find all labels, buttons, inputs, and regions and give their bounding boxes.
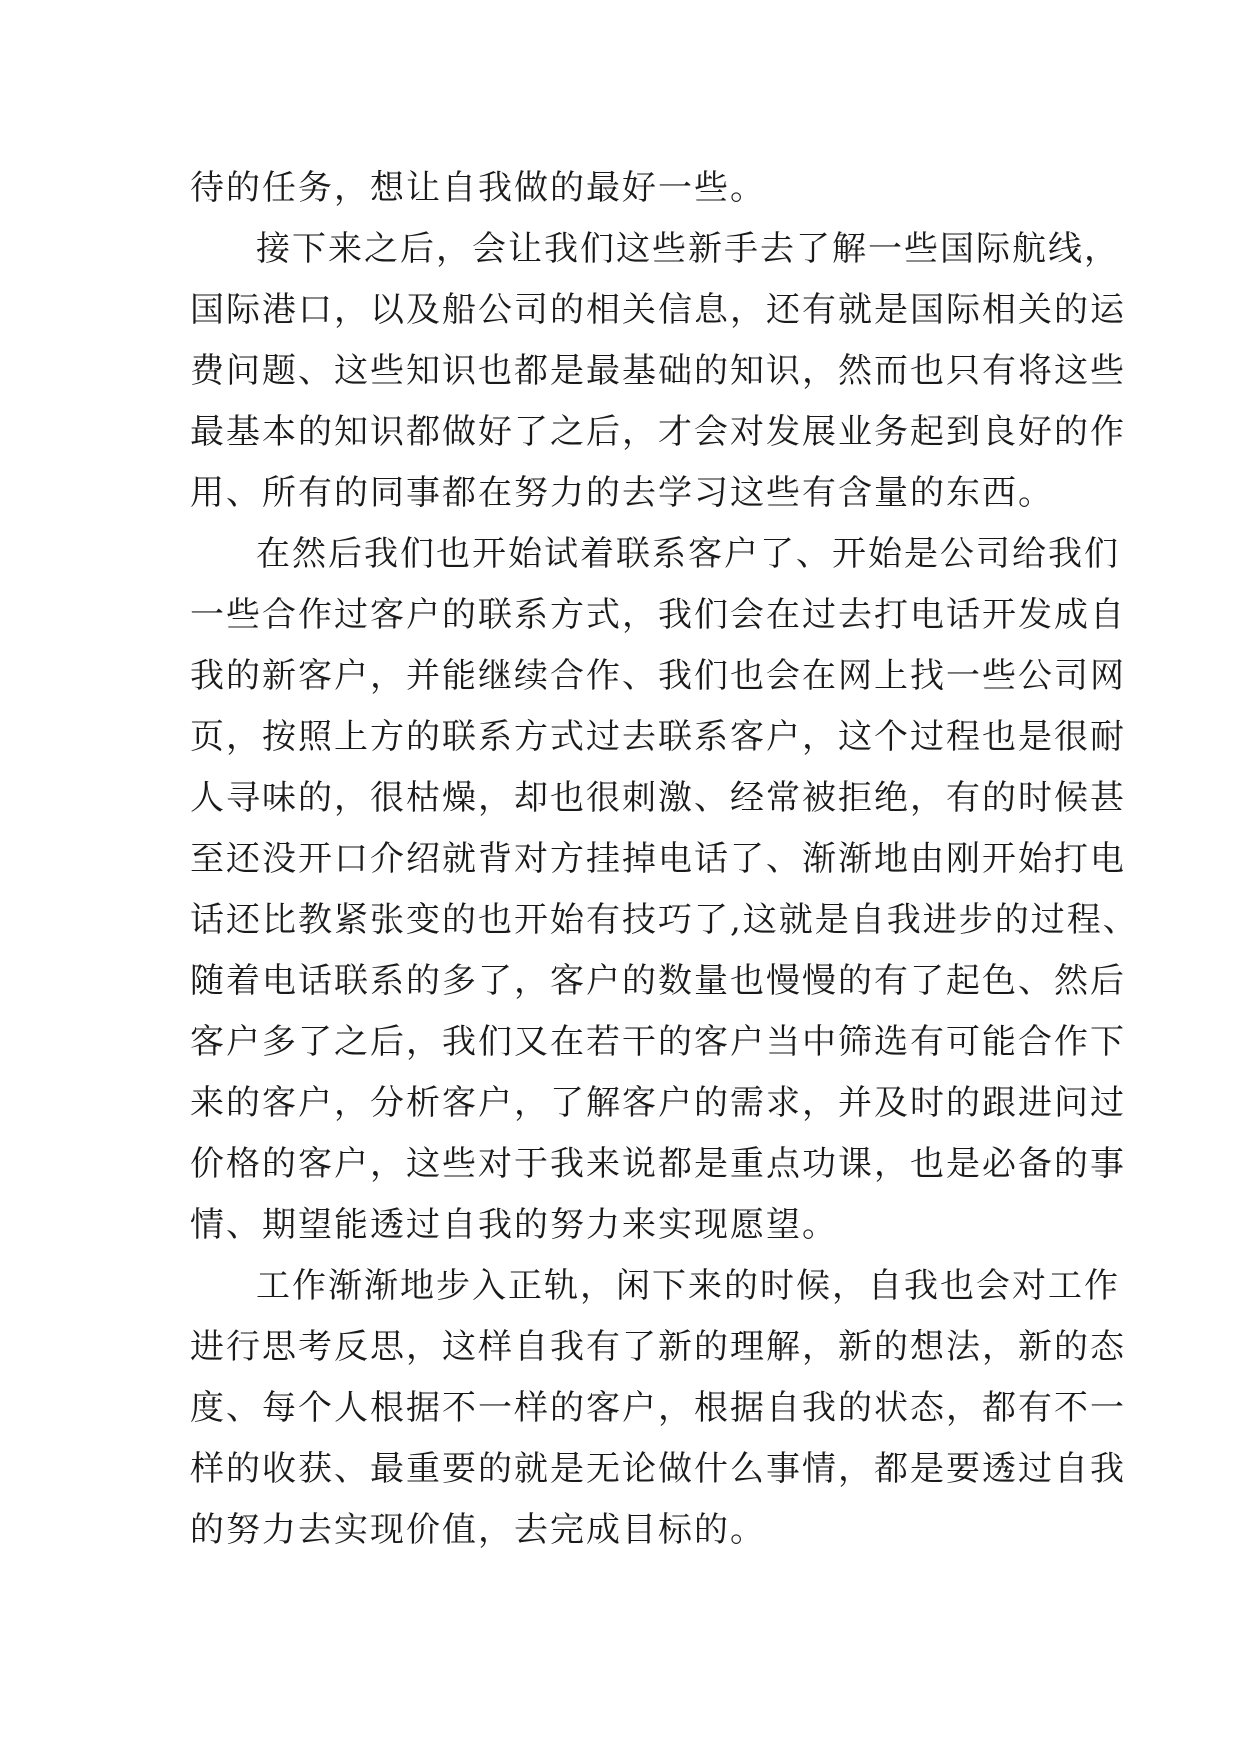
text-line: 费问题、这些知识也都是最基础的知识，然而也只有将这些	[190, 351, 1126, 391]
text-line: 随着电话联系的多了，客户的数量也慢慢的有了起色、然后	[190, 961, 1126, 1001]
paragraph-first-line: 工作渐渐地步入正轨，闲下来的时候，自我也会对工作	[256, 1266, 1120, 1306]
document-body	[190, 158, 1139, 1561]
text-line: 页，按照上方的联系方式过去联系客户，这个过程也是很耐	[190, 717, 1126, 757]
text-line: 至还没开口介绍就背对方挂掉电话了、渐渐地由刚开始打电	[190, 839, 1126, 879]
text-line: 样的收获、最重要的就是无论做什么事情，都是要透过自我	[190, 1449, 1126, 1489]
text-line: 用、所有的同事都在努力的去学习这些有含量的东西。	[190, 473, 1054, 513]
text-line: 我的新客户，并能继续合作、我们也会在网上找一些公司网	[190, 656, 1126, 696]
text-line: 进行思考反思，这样自我有了新的理解，新的想法，新的态	[190, 1327, 1126, 1367]
text-line: 人寻味的，很枯燥，却也很刺激、经常被拒绝，有的时候甚	[190, 778, 1126, 818]
text-line: 度、每个人根据不一样的客户，根据自我的状态，都有不一	[190, 1388, 1126, 1428]
text-line: 话还比教紧张变的也开始有技巧了,这就是自我进步的过程、	[190, 900, 1139, 940]
text-line: 国际港口，以及船公司的相关信息，还有就是国际相关的运	[190, 290, 1126, 330]
text-line: 价格的客户，这些对于我来说都是重点功课，也是必备的事	[190, 1144, 1126, 1184]
text-line: 客户多了之后，我们又在若干的客户当中筛选有可能合作下	[190, 1022, 1126, 1062]
text-line: 来的客户，分析客户，了解客户的需求，并及时的跟进问过	[190, 1083, 1126, 1123]
paragraph-first-line: 接下来之后，会让我们这些新手去了解一些国际航线，	[256, 229, 1120, 269]
text-line: 最基本的知识都做好了之后，才会对发展业务起到良好的作	[190, 412, 1126, 452]
paragraph-first-line: 在然后我们也开始试着联系客户了、开始是公司给我们	[256, 534, 1120, 574]
text-line: 待的任务，想让自我做的最好一些。	[190, 168, 766, 208]
text-line: 情、期望能透过自我的努力来实现愿望。	[190, 1205, 838, 1245]
text-line: 一些合作过客户的联系方式，我们会在过去打电话开发成自	[190, 595, 1126, 635]
text-line: 的努力去实现价值，去完成目标的。	[190, 1510, 766, 1550]
